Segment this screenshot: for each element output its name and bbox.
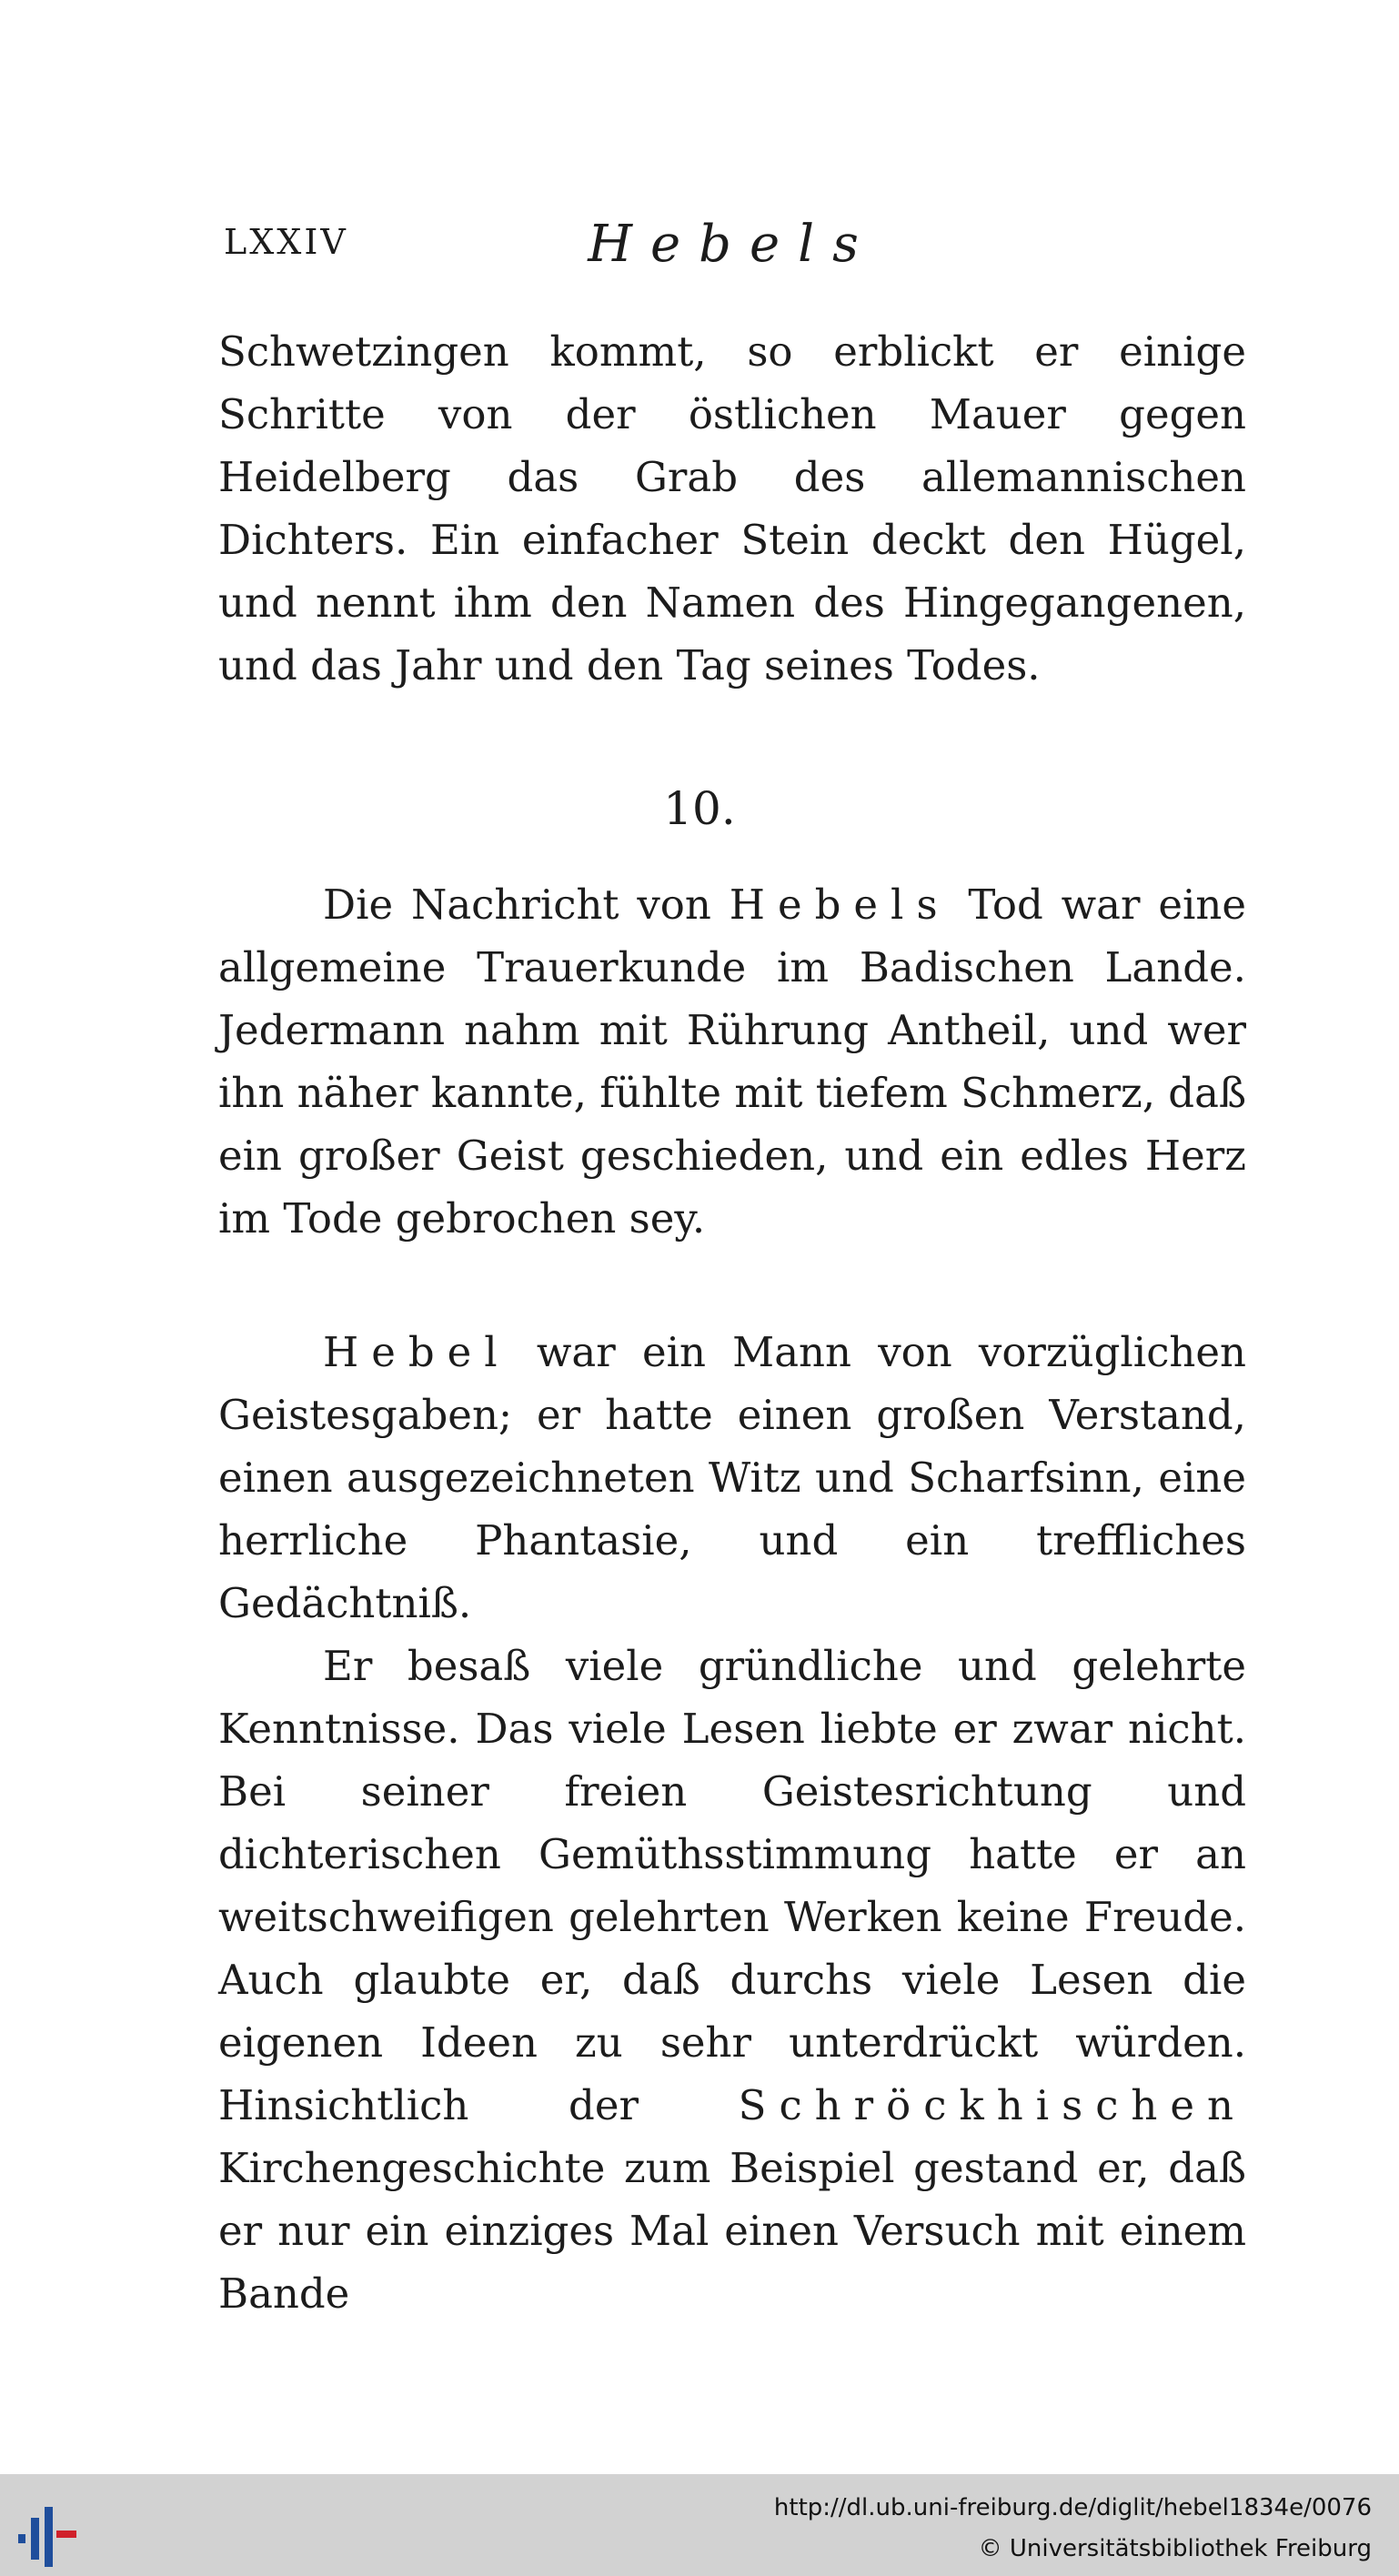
source-url-link[interactable]: http://dl.ub.uni-freiburg.de/diglit/hebel1834e/0076	[773, 2494, 1372, 2521]
paragraph-1-text-end: Tod war eine allgemeine Trauerkunde im Badischen Lande. Jedermann nahm mit Rührung Antheil, und wer ihn näher kannte, fühlte mit tiefem Schmerz, daß ein großer Geist geschieden, und ein edles Herz im Tode gebrochen sey.	[218, 880, 1247, 1243]
spaced-name: Hebels	[729, 880, 951, 929]
running-title: Hebels	[588, 215, 877, 274]
paragraph-continuation: Schwetzingen kommt, so erblickt er einige Schritte von der östlichen Mauer gegen Heidelberg das Grab des allemannischen Dichters. Ein einfacher Stein deckt den Hügel, und nennt ihm den Namen des Hingegangenen, und das Jahr und den Tag seines Todes.	[218, 327, 1246, 689]
paragraph-2-text: war ein Mann von vorzüglichen Geistesgaben; er hatte einen großen Verstand, einen ausgezeichneten Witz und Scharfsinn, eine herrliche Phantasie, und ein treffliches Gedächtniß.	[218, 1328, 1246, 1627]
copyright-notice: © Universitätsbibliothek Freiburg	[978, 2535, 1372, 2562]
spaced-name: Schröckhischen	[738, 2081, 1246, 2129]
paragraph-2	[218, 1321, 1246, 1635]
paragraph-3-text-end: Kirchengeschichte zum Beispiel gestand er, daß er nur ein einziges Mal einen Versuch mit einem Bande	[218, 2144, 1246, 2318]
paragraph-1	[218, 873, 1246, 1250]
running-head	[218, 215, 1246, 278]
spaced-name: Hebel	[323, 1328, 510, 1376]
page-number: LXXIV	[224, 222, 348, 262]
footer-bar	[0, 2474, 1399, 2576]
paragraph-3	[218, 1635, 1246, 2325]
section-number: 10.	[663, 782, 736, 835]
paragraph-3-text-start: Er besaß viele gründliche und gelehrte Kenntnisse. Das viele Lesen liebte er zwar nicht. Bei seiner freien Geistesrichtung und dichterischen Gemüthsstimmung hatte er an weitschweifigen gelehrten Werken keine Freude. Auch glaubte er, daß durchs viele Lesen die eigenen Ideen zu sehr unterdrückt würden. Hinsichtlich der	[218, 1642, 1246, 2129]
library-logo-icon[interactable]	[16, 2494, 87, 2567]
paragraph-1-text-start: Die Nachricht von	[323, 880, 730, 929]
